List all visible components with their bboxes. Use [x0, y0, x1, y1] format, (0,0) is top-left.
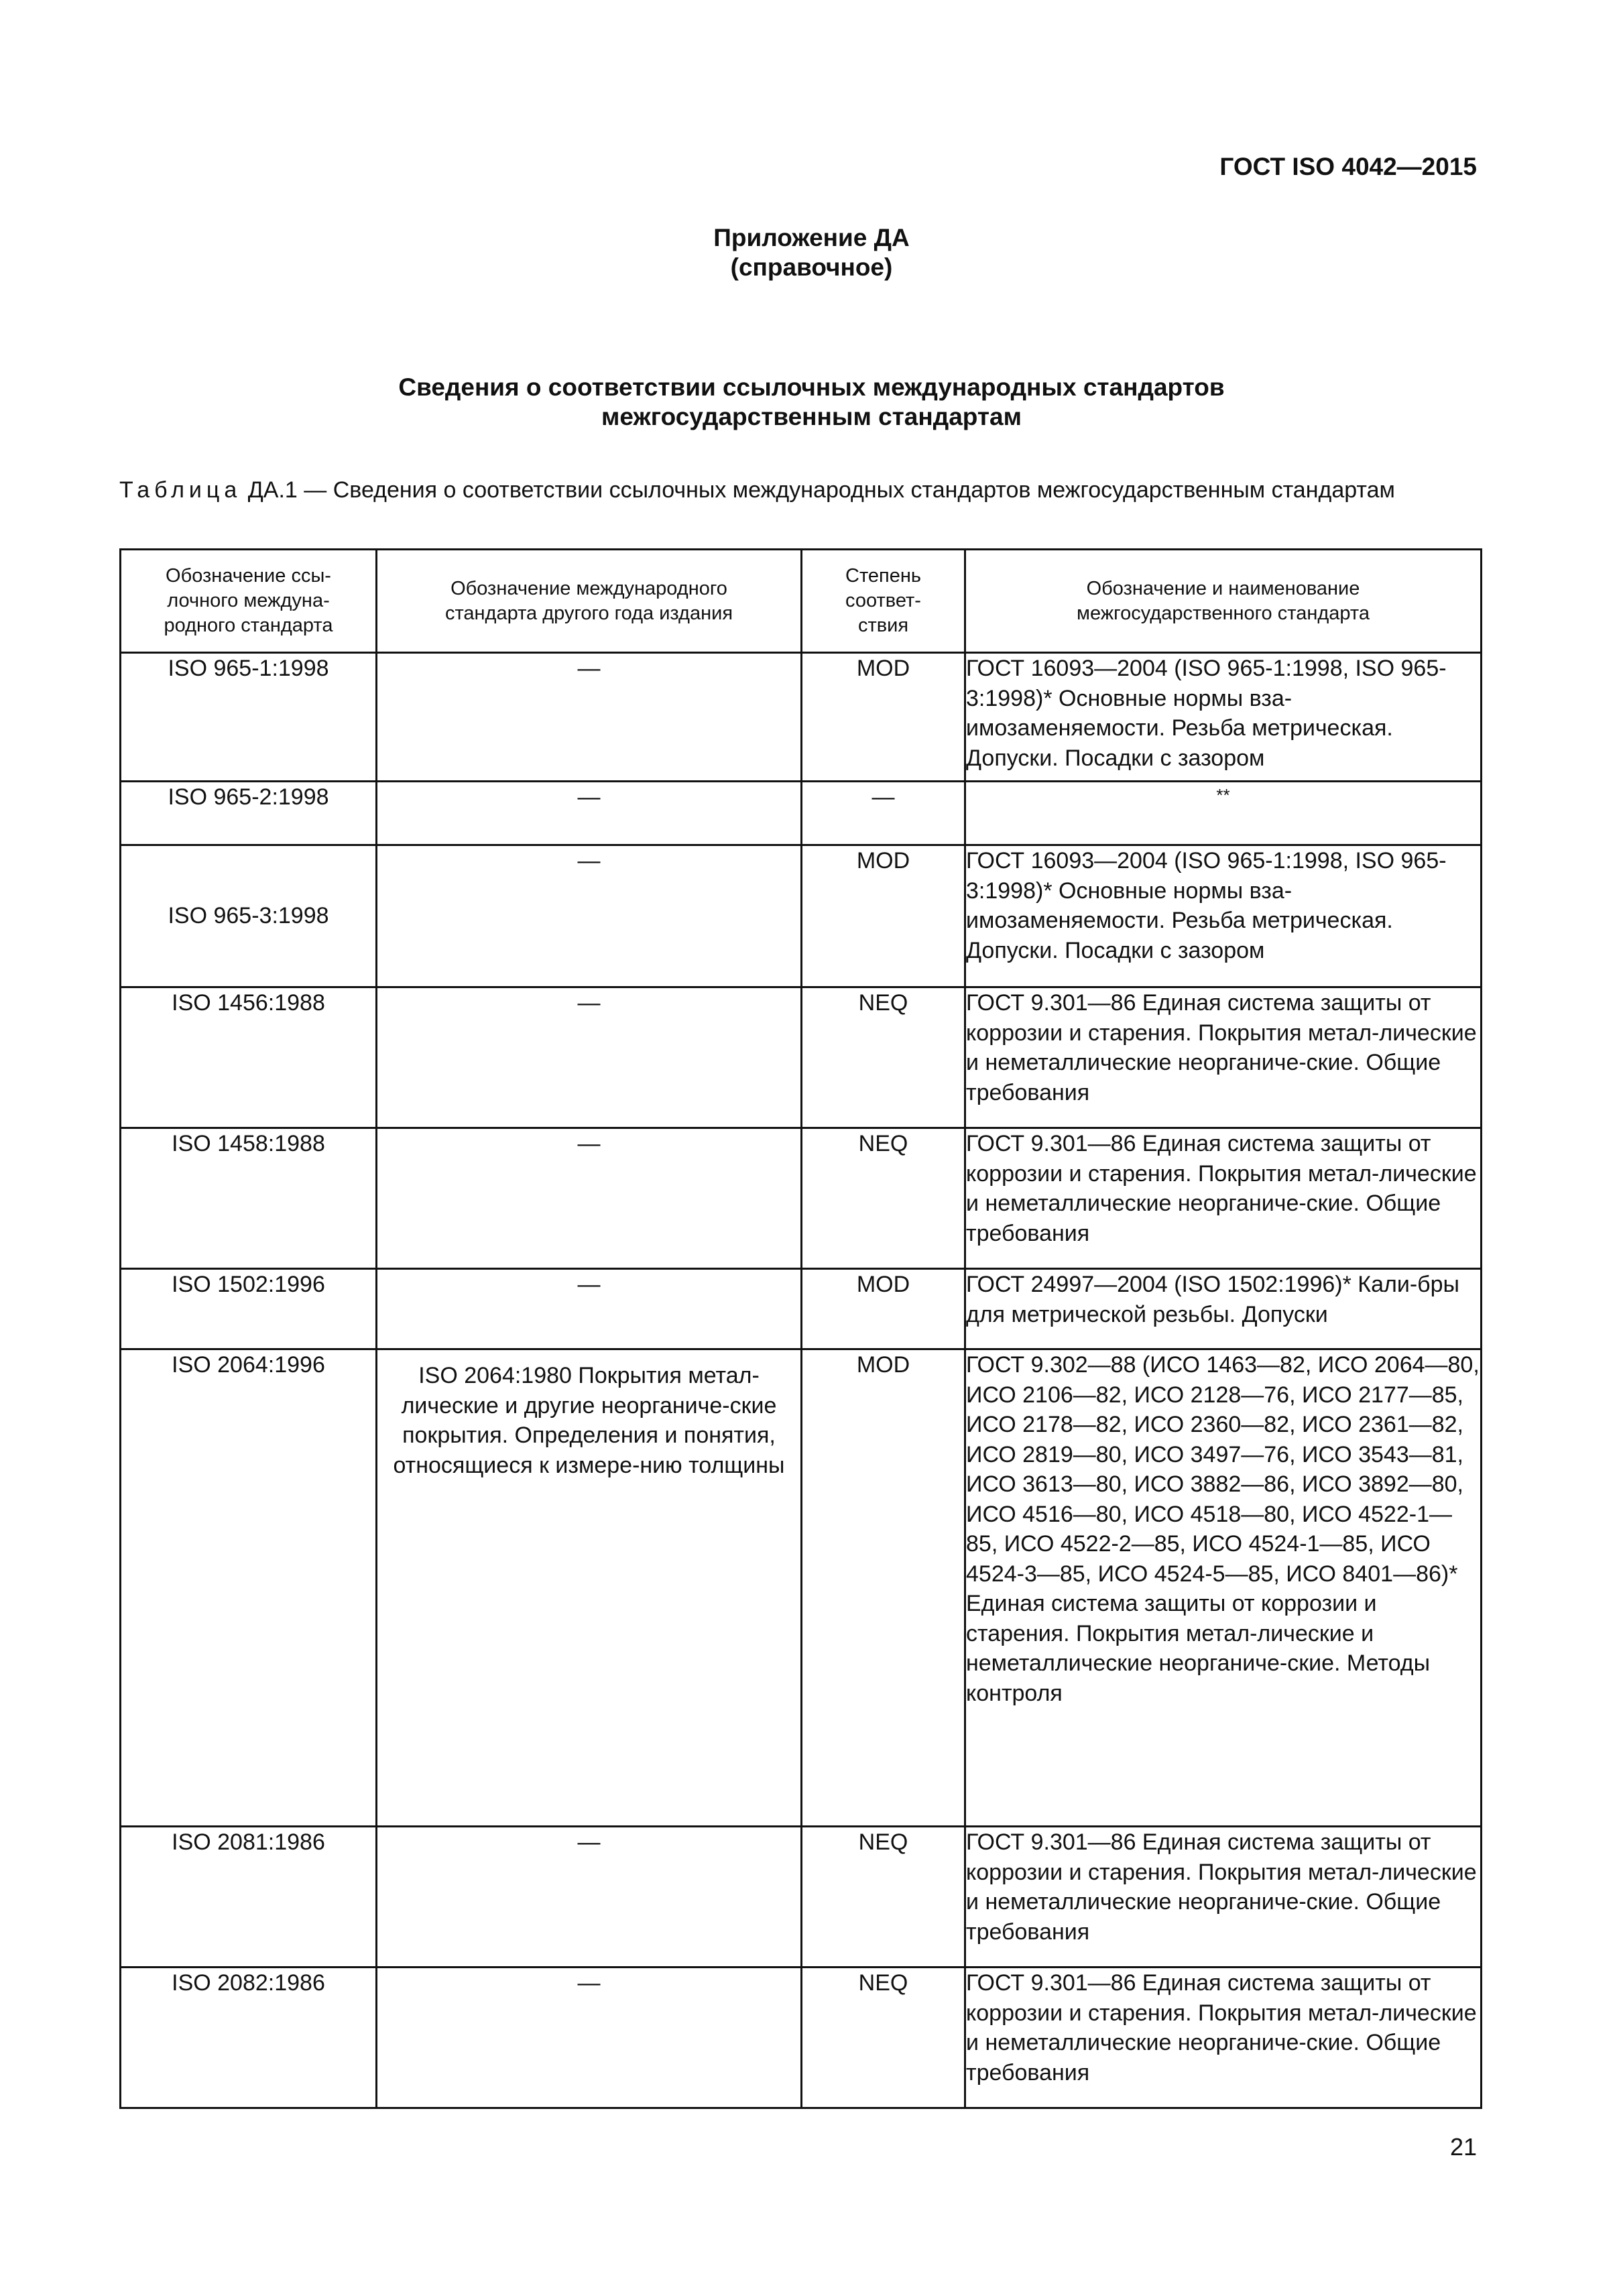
table-caption — [119, 475, 1480, 505]
cell-degree: NEQ — [802, 1968, 965, 2108]
table-row — [121, 653, 1482, 782]
cell-other: — — [377, 987, 802, 1128]
cell-gost: ГОСТ 9.301—86 Единая система защиты от коррозии и старения. Покрытия метал-лические и неметаллические неорганиче-ские. Общие требования — [965, 1827, 1482, 1968]
annex-title: Приложение ДА — [713, 224, 910, 251]
cell-other: — — [377, 845, 802, 987]
header-ref-standard: Обозначение ссы-лочного междуна-родного стандарта — [121, 550, 377, 653]
annex-heading — [0, 223, 1623, 282]
header-other-year: Обозначение международного стандарта другого года издания — [377, 550, 802, 653]
section-title-line2: межгосударственным стандартам — [601, 403, 1022, 430]
cell-ref: ISO 1502:1996 — [121, 1269, 377, 1349]
table-row — [121, 1269, 1482, 1349]
cell-gost: ГОСТ 9.301—86 Единая система защиты от коррозии и старения. Покрытия метал-лические и неметаллические неорганиче-ские. Общие требования — [965, 987, 1482, 1128]
cell-degree: NEQ — [802, 1128, 965, 1269]
cell-degree: — — [802, 782, 965, 845]
section-title — [0, 373, 1623, 432]
cell-other: — — [377, 653, 802, 782]
header-interstate: Обозначение и наименование межгосударственного стандарта — [965, 550, 1482, 653]
table-caption-text: ДА.1 — Сведения о соответствии ссылочных международных стандартов межгосударственным стандартам — [241, 477, 1395, 503]
cell-other: — — [377, 782, 802, 845]
table-header-row — [121, 550, 1482, 653]
table-row — [121, 1349, 1482, 1827]
cell-degree: NEQ — [802, 1827, 965, 1968]
cell-other: — — [377, 1269, 802, 1349]
table-row — [121, 1968, 1482, 2108]
cell-degree: NEQ — [802, 987, 965, 1128]
cell-other: — — [377, 1128, 802, 1269]
cell-other: — — [377, 1968, 802, 2108]
cell-gost: ГОСТ 16093—2004 (ISO 965-1:1998, ISO 965-3:1998)* Основные нормы вза-имозаменяемости. Резьба метрическая. Допуски. Посадки с зазором — [965, 845, 1482, 987]
cell-degree: MOD — [802, 653, 965, 782]
cell-gost: ГОСТ 9.301—86 Единая система защиты от коррозии и старения. Покрытия метал-лические и неметаллические неорганиче-ские. Общие требования — [965, 1968, 1482, 2108]
cell-gost: ** — [965, 782, 1482, 845]
cell-ref: ISO 2064:1996 — [121, 1349, 377, 1827]
cell-ref: ISO 2082:1986 — [121, 1968, 377, 2108]
document-code: ГОСТ ISO 4042—2015 — [1219, 153, 1477, 180]
cell-ref: ISO 965-2:1998 — [121, 782, 377, 845]
cell-ref: ISO 965-3:1998 — [121, 845, 377, 987]
cell-degree: MOD — [802, 1269, 965, 1349]
section-title-line1: Сведения о соответствии ссылочных международных стандартов — [398, 373, 1225, 401]
table-row — [121, 987, 1482, 1128]
correspondence-table — [119, 548, 1482, 2109]
cell-gost: ГОСТ 16093—2004 (ISO 965-1:1998, ISO 965-3:1998)* Основные нормы вза-имозаменяемости. Резьба метрическая. Допуски. Посадки с зазором — [965, 653, 1482, 782]
header-degree: Степень соответ-ствия — [802, 550, 965, 653]
cell-degree: MOD — [802, 845, 965, 987]
annex-type: (справочное) — [730, 253, 893, 281]
cell-ref: ISO 2081:1986 — [121, 1827, 377, 1968]
table-caption-label: Таблица — [119, 477, 242, 503]
cell-ref: ISO 965-1:1998 — [121, 653, 377, 782]
cell-gost: ГОСТ 9.302—88 (ИСО 1463—82, ИСО 2064—80, ИСО 2106—82, ИСО 2128—76, ИСО 2177—85, ИСО 2178—82, ИСО 2360—82, ИСО 2361—82, ИСО 2819—80, ИСО 3497—76, ИСО 3543—81, ИСО 3613—80, ИСО 3882—86, ИСО 3892—80, ИСО 4516—80, ИСО 4518—80, ИСО 4522-1—85, ИСО 4522-2—85, ИСО 4524-1—85, ИСО 4524-3—85, ИСО 4524-5—85, ИСО 8401—86)* Единая система защиты от коррозии и старения. Покрытия метал-лические и неметаллические неорганиче-ские. Методы контроля — [965, 1349, 1482, 1827]
table-row — [121, 1827, 1482, 1968]
cell-gost: ГОСТ 24997—2004 (ISO 1502:1996)* Кали-бры для метрической резьбы. Допуски — [965, 1269, 1482, 1349]
cell-other: ISO 2064:1980 Покрытия метал-лические и другие неорганиче-ские покрытия. Определения и понятия, относящиеся к измере-нию толщины — [377, 1349, 802, 1827]
table-row — [121, 845, 1482, 987]
cell-degree: MOD — [802, 1349, 965, 1827]
table-row — [121, 1128, 1482, 1269]
page-number: 21 — [1449, 2133, 1477, 2161]
cell-ref: ISO 1458:1988 — [121, 1128, 377, 1269]
table-row — [121, 782, 1482, 845]
cell-gost: ГОСТ 9.301—86 Единая система защиты от коррозии и старения. Покрытия метал-лические и неметаллические неорганиче-ские. Общие требования — [965, 1128, 1482, 1269]
cell-ref: ISO 1456:1988 — [121, 987, 377, 1128]
cell-other: — — [377, 1827, 802, 1968]
